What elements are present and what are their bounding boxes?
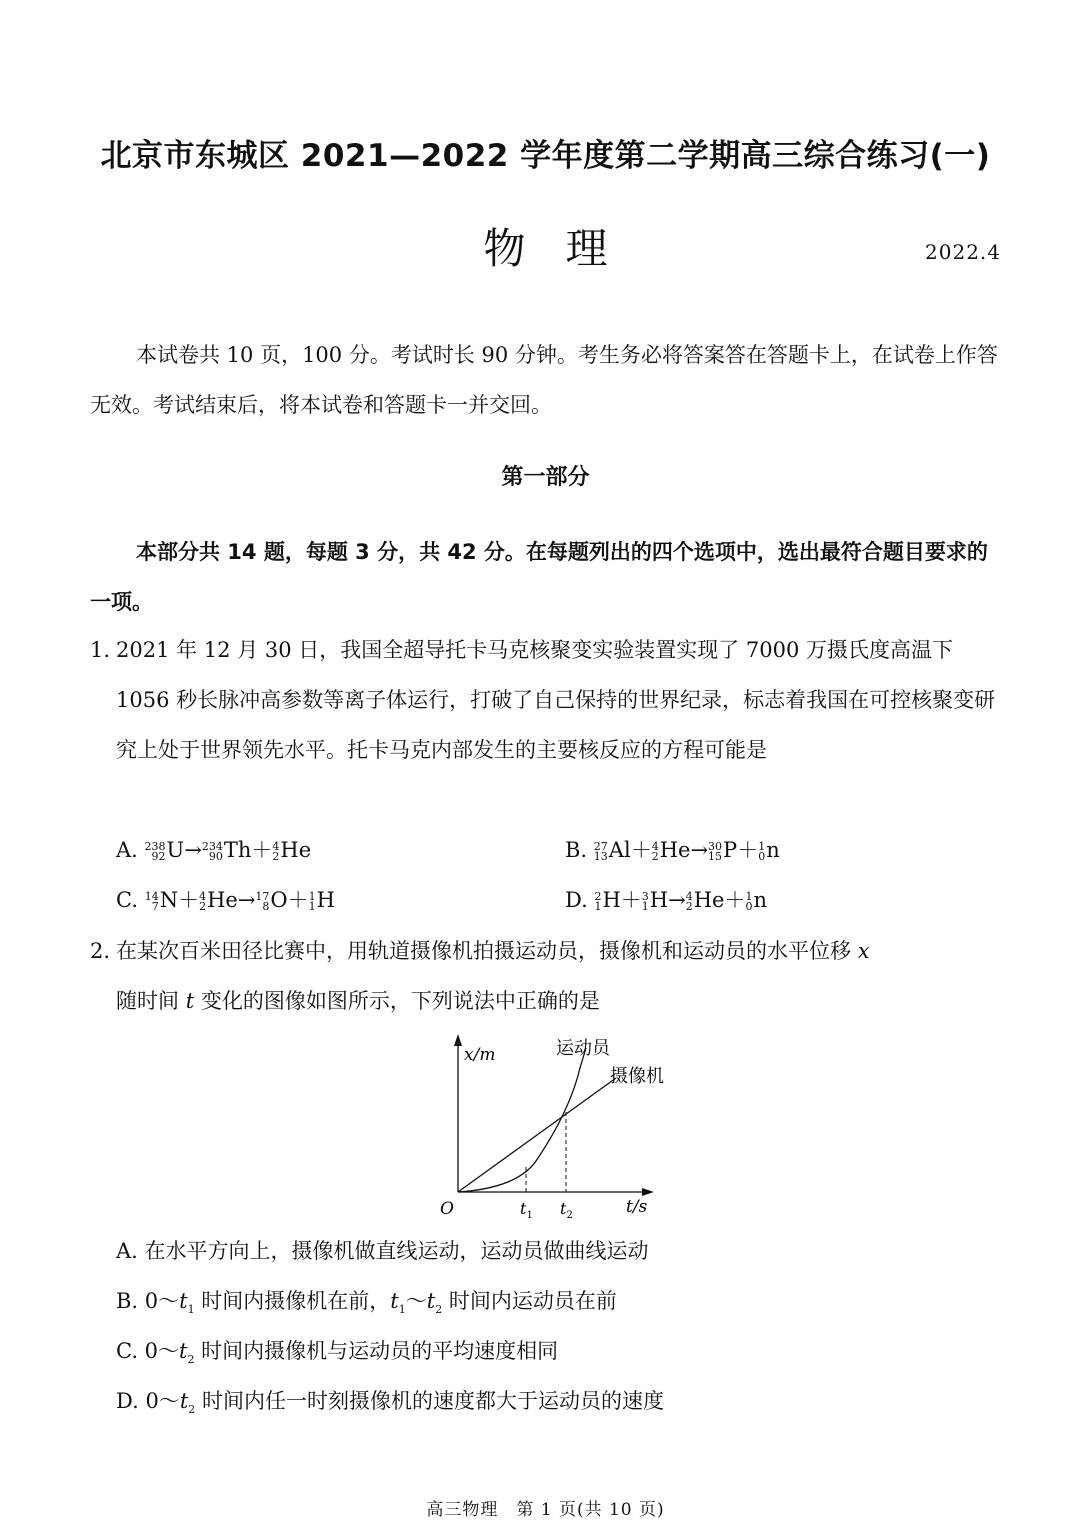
nuclide-al27: 27 13	[593, 839, 608, 863]
symbol-he: He	[693, 888, 725, 912]
subject-title: 物理	[483, 224, 648, 273]
symbol-h: H	[602, 888, 621, 912]
arrow-icon: →	[690, 838, 709, 862]
nuclide-th234: 234 90	[201, 839, 223, 863]
q1-option-c-label: C.	[116, 888, 138, 912]
page-footer: 高三物理 第 1 页(共 10 页)	[426, 1500, 665, 1520]
symbol-h: H	[649, 888, 669, 912]
symbol-he: He	[659, 838, 691, 862]
q1-option-a-label: A.	[116, 838, 138, 862]
plus-sign: ＋	[620, 888, 642, 912]
nuclide-he4: 4 2	[199, 889, 207, 913]
origin-label: O	[440, 1199, 454, 1219]
question-2-text: 在某次百米田径比赛中，用轨道摄像机拍摄运动员，摄像机和运动员的水平位移 x 随时间 t 变化的图像如图所示，下列说法中正确的是	[116, 939, 870, 1013]
question-1-number: 1.	[90, 638, 111, 662]
nuclide-n14: 14 7	[144, 889, 159, 913]
q1-option-b-label: B.	[565, 838, 588, 862]
symbol-h: H	[316, 888, 335, 912]
q2-option-a[interactable]: A. 在水平方向上，摄像机做直线运动，运动员做曲线运动	[116, 1239, 649, 1263]
question-2-number: 2.	[90, 939, 111, 963]
section-title: 第一部分	[501, 465, 590, 490]
nuclide-he4: 4 2	[272, 839, 280, 863]
symbol-al: Al	[608, 838, 631, 862]
nuclide-u238: 238 92	[144, 839, 166, 863]
symbol-he: He	[280, 838, 312, 862]
symbol-n: N	[159, 888, 179, 912]
athlete-curve	[458, 1048, 586, 1192]
symbol-p: P	[723, 838, 738, 862]
question-2	[90, 926, 1002, 1026]
symbol-he: He	[207, 888, 238, 912]
arrow-icon: →	[184, 838, 202, 862]
t2-label: $t_2$	[560, 1199, 573, 1221]
q1-option-b[interactable]	[565, 825, 780, 875]
symbol-th: Th	[223, 838, 252, 862]
variable-x: x	[857, 939, 870, 963]
nuclide-he4: 4 2	[685, 889, 693, 913]
plus-sign: ＋	[724, 888, 746, 912]
intro-paragraph: 本试卷共 10 页，100 分。考试时长 90 分钟。考生务必将答案答在答题卡上，在试卷上作答无效。考试结束后，将本试卷和答题卡一并交回。	[90, 343, 998, 417]
nuclide-n1: 1 0	[745, 889, 753, 913]
arrow-icon: →	[237, 888, 256, 912]
nuclide-n1: 1 0	[758, 839, 766, 863]
nuclide-p30: 30 15	[708, 839, 723, 863]
exam-date: 2022.4	[925, 240, 1001, 264]
y-axis-arrow-icon	[454, 1034, 462, 1046]
plus-sign: ＋	[287, 888, 309, 912]
variable-t: t	[185, 989, 195, 1013]
camera-line	[458, 1078, 616, 1192]
t1-label: $t_1$	[520, 1199, 533, 1221]
nuclide-o17: 17 8	[255, 889, 270, 913]
q1-option-a[interactable]	[116, 825, 311, 875]
plus-sign: ＋	[178, 888, 200, 912]
symbol-n: n	[766, 838, 780, 862]
plus-sign: ＋	[251, 838, 273, 862]
question-1	[90, 625, 1002, 775]
nuclide-h3: 3 1	[641, 889, 649, 913]
q1-option-c[interactable]	[116, 875, 335, 925]
y-axis-label: x/m	[464, 1045, 496, 1065]
exam-title: 北京市东城区 2021—2022 学年度第二学期高三综合练习(一)	[100, 138, 991, 174]
athlete-curve-label: 运动员	[556, 1038, 610, 1059]
nuclide-h1: 1 1	[308, 889, 316, 913]
plus-sign: ＋	[737, 838, 759, 862]
section-instructions: 本部分共 14 题，每题 3 分，共 42 分。在每题列出的四个选项中，选出最符合题目要求的一项。	[90, 540, 988, 614]
q2-option-b[interactable]: B. $0\sim t_1$ 时间内摄像机在前，$t_1\sim t_2$ 时间内运动员在前	[116, 1289, 617, 1317]
x-axis-arrow-icon	[642, 1188, 654, 1196]
question-1-text: 2021 年 12 月 30 日，我国全超导托卡马克核聚变实验装置实现了 7000 万摄氏度高温下 1056 秒长脉冲高参数等离子体运行，打破了自己保持的世界纪录，标志着我国在可控核聚变研究上处于世界领先水平。托卡马克内部发生的主要核反应的方程可能是	[116, 638, 996, 762]
camera-line-label: 摄像机	[610, 1066, 664, 1087]
symbol-n: n	[753, 888, 767, 912]
q2-option-c[interactable]: C. $0\sim t_2$ 时间内摄像机与运动员的平均速度相同	[116, 1339, 559, 1367]
xt-graph	[420, 1030, 700, 1225]
arrow-icon: →	[668, 888, 686, 912]
x-axis-label: t/s	[626, 1197, 648, 1217]
q1-option-d[interactable]	[565, 875, 767, 925]
symbol-u: U	[166, 838, 185, 862]
q2-option-d[interactable]: D. $0\sim t_2$ 时间内任一时刻摄像机的速度都大于运动员的速度	[116, 1389, 664, 1417]
symbol-o: O	[270, 888, 288, 912]
plus-sign: ＋	[630, 838, 652, 862]
nuclide-h2: 2 1	[594, 889, 602, 913]
nuclide-he4: 4 2	[651, 839, 659, 863]
q1-option-d-label: D.	[565, 888, 588, 912]
